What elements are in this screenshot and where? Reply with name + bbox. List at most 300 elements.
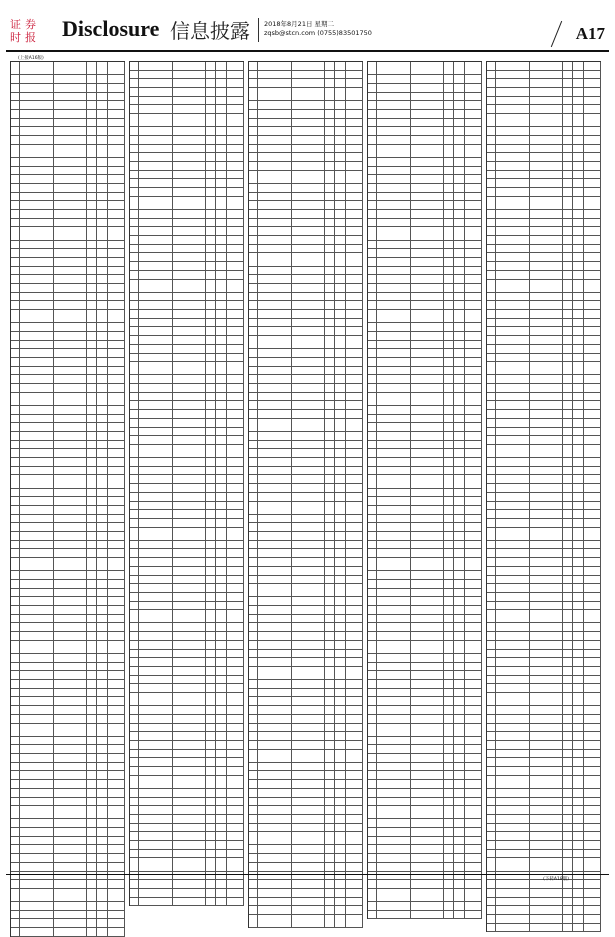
table-cell bbox=[292, 171, 326, 183]
table-cell bbox=[530, 219, 564, 227]
table-cell bbox=[346, 245, 363, 253]
table-cell bbox=[130, 602, 139, 610]
table-cell bbox=[487, 541, 496, 549]
table-cell bbox=[258, 219, 292, 227]
table-cell bbox=[173, 114, 207, 126]
table-cell bbox=[530, 610, 564, 622]
table-cell bbox=[584, 915, 601, 923]
table-cell bbox=[584, 767, 601, 775]
table-cell bbox=[377, 889, 411, 901]
table-cell bbox=[206, 162, 216, 170]
table-cell bbox=[258, 667, 292, 679]
table-cell bbox=[258, 275, 292, 283]
table-cell bbox=[292, 310, 326, 318]
table-cell bbox=[97, 558, 108, 570]
table-cell bbox=[249, 845, 258, 853]
table-row bbox=[130, 97, 244, 106]
table-cell bbox=[454, 158, 465, 166]
table-cell bbox=[292, 845, 326, 853]
table-cell bbox=[227, 236, 244, 244]
table-cell bbox=[54, 310, 88, 322]
table-cell bbox=[411, 158, 445, 166]
table-cell bbox=[292, 741, 326, 749]
table-cell bbox=[411, 258, 445, 266]
table-cell bbox=[206, 593, 216, 601]
table-cell bbox=[563, 210, 573, 218]
table-cell bbox=[292, 732, 326, 740]
table-cell bbox=[530, 684, 564, 692]
table-cell bbox=[444, 415, 454, 423]
table-cell bbox=[454, 227, 465, 239]
table-cell bbox=[465, 497, 482, 505]
table-cell bbox=[20, 441, 54, 449]
table-cell bbox=[227, 693, 244, 705]
table-cell bbox=[368, 227, 377, 239]
table-cell bbox=[173, 419, 207, 427]
table-cell bbox=[584, 327, 601, 335]
table-cell bbox=[249, 815, 258, 823]
table-cell bbox=[206, 153, 216, 161]
table-cell bbox=[346, 532, 363, 540]
table-cell bbox=[444, 863, 454, 871]
table-cell bbox=[108, 467, 125, 475]
table-cell bbox=[465, 358, 482, 366]
table-cell bbox=[454, 889, 465, 901]
table-cell bbox=[573, 741, 584, 749]
table-cell bbox=[487, 458, 496, 466]
table-cell bbox=[335, 597, 346, 605]
table-cell bbox=[139, 319, 173, 327]
table-cell bbox=[173, 676, 207, 684]
table-cell bbox=[487, 667, 496, 675]
table-cell bbox=[249, 145, 258, 153]
table-cell bbox=[563, 105, 573, 113]
table-row bbox=[11, 880, 125, 889]
table-cell bbox=[20, 267, 54, 275]
table-cell bbox=[258, 715, 292, 723]
table-cell bbox=[444, 845, 454, 853]
table-row bbox=[11, 641, 125, 654]
table-cell bbox=[11, 267, 20, 275]
table-cell bbox=[258, 227, 292, 235]
table-cell bbox=[325, 358, 335, 366]
table-cell bbox=[227, 584, 244, 592]
table-cell bbox=[325, 275, 335, 283]
table-cell bbox=[108, 523, 125, 531]
table-cell bbox=[487, 393, 496, 401]
table-cell bbox=[368, 819, 377, 827]
table-cell bbox=[346, 253, 363, 265]
table-cell bbox=[216, 236, 227, 244]
table-cell bbox=[563, 706, 573, 714]
table-cell bbox=[530, 227, 564, 235]
table-cell bbox=[216, 632, 227, 640]
table-cell bbox=[173, 832, 207, 840]
table-cell bbox=[411, 193, 445, 201]
table-cell bbox=[573, 354, 584, 362]
table-cell bbox=[249, 906, 258, 914]
table-cell bbox=[216, 593, 227, 601]
table-cell bbox=[487, 776, 496, 788]
table-cell bbox=[584, 162, 601, 170]
table-cell bbox=[584, 549, 601, 557]
table-cell bbox=[335, 201, 346, 209]
table-cell bbox=[496, 906, 530, 914]
table-cell bbox=[530, 602, 564, 610]
table-cell bbox=[87, 606, 97, 614]
table-row bbox=[487, 327, 601, 336]
table-cell bbox=[206, 576, 216, 584]
table-cell bbox=[258, 484, 292, 492]
table-cell bbox=[130, 79, 139, 87]
table-cell bbox=[139, 219, 173, 227]
table-cell bbox=[87, 523, 97, 531]
table-cell bbox=[584, 776, 601, 788]
table-cell bbox=[487, 724, 496, 732]
table-cell bbox=[139, 71, 173, 79]
table-row bbox=[130, 301, 244, 310]
table-cell bbox=[130, 458, 139, 466]
table-cell bbox=[325, 136, 335, 144]
table-cell bbox=[20, 523, 54, 531]
table-row bbox=[368, 763, 482, 772]
table-cell bbox=[454, 863, 465, 871]
table-cell bbox=[368, 697, 377, 705]
table-cell bbox=[563, 79, 573, 87]
table-cell bbox=[454, 541, 465, 549]
table-cell bbox=[130, 262, 139, 270]
table-cell bbox=[346, 558, 363, 566]
table-cell bbox=[496, 667, 530, 675]
table-cell bbox=[249, 615, 258, 623]
table-cell bbox=[368, 249, 377, 257]
table-cell bbox=[411, 806, 445, 818]
table-cell bbox=[530, 445, 564, 457]
table-cell bbox=[325, 110, 335, 118]
table-row bbox=[487, 197, 601, 210]
table-cell bbox=[227, 219, 244, 227]
table-cell bbox=[444, 323, 454, 331]
table-row bbox=[368, 641, 482, 654]
table-cell bbox=[444, 241, 454, 249]
table-cell bbox=[377, 506, 411, 514]
table-cell bbox=[444, 889, 454, 901]
table-cell bbox=[258, 145, 292, 153]
table-cell bbox=[584, 502, 601, 510]
table-row bbox=[130, 484, 244, 493]
table-cell bbox=[20, 358, 54, 366]
table-cell bbox=[454, 911, 465, 919]
table-cell bbox=[139, 253, 173, 261]
table-cell bbox=[258, 493, 292, 501]
table-row bbox=[130, 88, 244, 97]
table-cell bbox=[11, 127, 20, 135]
table-cell bbox=[346, 898, 363, 906]
table-row bbox=[368, 62, 482, 75]
table-cell bbox=[97, 597, 108, 605]
table-cell bbox=[292, 441, 326, 449]
table-row bbox=[130, 271, 244, 280]
table-cell bbox=[206, 114, 216, 126]
table-row bbox=[130, 576, 244, 585]
table-cell bbox=[87, 175, 97, 183]
table-cell bbox=[496, 97, 530, 105]
table-cell bbox=[20, 275, 54, 283]
table-cell bbox=[87, 697, 97, 705]
table-cell bbox=[173, 776, 207, 788]
table-cell bbox=[496, 71, 530, 79]
table-cell bbox=[258, 384, 292, 392]
table-cell bbox=[249, 915, 258, 927]
table-cell bbox=[465, 837, 482, 845]
table-row bbox=[11, 506, 125, 515]
table-cell bbox=[227, 293, 244, 301]
table-cell bbox=[258, 419, 292, 431]
table-cell bbox=[377, 541, 411, 549]
table-cell bbox=[377, 475, 411, 487]
table-cell bbox=[54, 358, 88, 366]
table-cell bbox=[20, 193, 54, 201]
table-cell bbox=[325, 597, 335, 605]
table-cell bbox=[573, 758, 584, 766]
table-cell bbox=[377, 201, 411, 209]
table-cell bbox=[173, 127, 207, 135]
table-cell bbox=[325, 79, 335, 87]
table-cell bbox=[496, 924, 530, 932]
table-cell bbox=[292, 658, 326, 666]
table-cell bbox=[335, 349, 346, 357]
table-cell bbox=[411, 110, 445, 118]
table-cell bbox=[584, 815, 601, 823]
table-row bbox=[11, 110, 125, 119]
table-cell bbox=[465, 349, 482, 357]
table-cell bbox=[325, 915, 335, 927]
table-cell bbox=[108, 219, 125, 227]
table-cell bbox=[573, 362, 584, 374]
table-cell bbox=[496, 824, 530, 832]
table-cell bbox=[139, 362, 173, 374]
table-row bbox=[249, 458, 363, 467]
table-cell bbox=[563, 667, 573, 675]
table-cell bbox=[258, 367, 292, 375]
table-cell bbox=[206, 345, 216, 353]
table-cell bbox=[530, 336, 564, 344]
table-cell bbox=[346, 336, 363, 348]
table-cell bbox=[563, 858, 573, 870]
table-cell bbox=[444, 406, 454, 414]
table-row bbox=[487, 428, 601, 437]
table-cell bbox=[377, 911, 411, 919]
table-cell bbox=[454, 358, 465, 366]
table-cell bbox=[108, 837, 125, 845]
table-cell bbox=[325, 410, 335, 418]
table-cell bbox=[496, 549, 530, 557]
table-cell bbox=[563, 384, 573, 392]
table-cell bbox=[487, 798, 496, 806]
table-cell bbox=[454, 497, 465, 505]
table-row bbox=[487, 684, 601, 693]
table-cell bbox=[487, 767, 496, 775]
table-cell bbox=[139, 741, 173, 749]
table-cell bbox=[97, 323, 108, 331]
table-cell bbox=[444, 549, 454, 557]
table-cell bbox=[206, 271, 216, 279]
table-cell bbox=[335, 119, 346, 127]
table-cell bbox=[54, 258, 88, 266]
table-row bbox=[249, 680, 363, 689]
table-cell bbox=[411, 145, 445, 157]
table-cell bbox=[97, 663, 108, 671]
table-cell bbox=[139, 484, 173, 492]
table-cell bbox=[87, 737, 97, 745]
table-row bbox=[487, 915, 601, 924]
table-cell bbox=[11, 798, 20, 806]
table-cell bbox=[206, 610, 216, 622]
table-cell bbox=[465, 549, 482, 557]
table-cell bbox=[563, 889, 573, 897]
table-cell bbox=[216, 301, 227, 309]
table-cell bbox=[563, 502, 573, 510]
table-cell bbox=[325, 706, 335, 714]
table-cell bbox=[216, 623, 227, 631]
table-cell bbox=[97, 724, 108, 736]
table-cell bbox=[87, 301, 97, 309]
table-row bbox=[368, 706, 482, 715]
table-cell bbox=[573, 114, 584, 126]
table-cell bbox=[487, 898, 496, 906]
table-row bbox=[487, 71, 601, 80]
table-cell bbox=[325, 689, 335, 697]
table-cell bbox=[377, 532, 411, 540]
table-cell bbox=[249, 484, 258, 492]
table-cell bbox=[377, 715, 411, 723]
table-row bbox=[249, 889, 363, 898]
table-cell bbox=[227, 419, 244, 427]
table-cell bbox=[573, 724, 584, 732]
table-cell bbox=[346, 623, 363, 631]
table-cell bbox=[249, 889, 258, 897]
table-cell bbox=[454, 341, 465, 349]
table-cell bbox=[496, 632, 530, 640]
table-cell bbox=[573, 127, 584, 135]
table-row bbox=[368, 101, 482, 110]
table-cell bbox=[368, 210, 377, 218]
table-cell bbox=[335, 493, 346, 501]
table-cell bbox=[54, 745, 88, 753]
table-row bbox=[487, 345, 601, 354]
table-cell bbox=[216, 715, 227, 723]
table-cell bbox=[54, 84, 88, 92]
table-cell bbox=[563, 88, 573, 96]
table-cell bbox=[20, 854, 54, 862]
table-cell bbox=[465, 284, 482, 292]
table-cell bbox=[377, 623, 411, 631]
table-cell bbox=[411, 671, 445, 679]
table-cell bbox=[444, 606, 454, 614]
masthead-divider bbox=[258, 18, 259, 42]
table-cell bbox=[377, 127, 411, 135]
table-cell bbox=[216, 584, 227, 592]
table-cell bbox=[227, 510, 244, 518]
table-cell bbox=[173, 502, 207, 510]
table-cell bbox=[11, 75, 20, 83]
table-row bbox=[130, 428, 244, 437]
table-cell bbox=[139, 850, 173, 858]
table-cell bbox=[454, 763, 465, 771]
table-row bbox=[11, 415, 125, 424]
table-cell bbox=[368, 532, 377, 540]
table-cell bbox=[206, 253, 216, 261]
table-cell bbox=[377, 632, 411, 640]
table-cell bbox=[249, 523, 258, 531]
table-cell bbox=[227, 253, 244, 261]
table-row bbox=[11, 872, 125, 881]
table-cell bbox=[249, 119, 258, 127]
table-cell bbox=[487, 850, 496, 858]
table-cell bbox=[335, 127, 346, 135]
table-cell bbox=[335, 667, 346, 679]
table-cell bbox=[454, 671, 465, 679]
table-row bbox=[249, 101, 363, 110]
table-cell bbox=[249, 236, 258, 244]
table-cell bbox=[139, 724, 173, 732]
table-cell bbox=[465, 632, 482, 640]
table-cell bbox=[249, 584, 258, 596]
table-cell bbox=[227, 898, 244, 906]
table-cell bbox=[377, 358, 411, 366]
table-cell bbox=[335, 267, 346, 275]
table-row bbox=[487, 171, 601, 180]
table-cell bbox=[227, 354, 244, 362]
table-cell bbox=[130, 354, 139, 362]
table-cell bbox=[325, 854, 335, 862]
table-cell bbox=[346, 275, 363, 283]
table-row bbox=[130, 354, 244, 363]
table-cell bbox=[87, 632, 97, 640]
table-cell bbox=[206, 62, 216, 70]
table-cell bbox=[206, 650, 216, 658]
table-cell bbox=[292, 889, 326, 897]
table-cell bbox=[584, 806, 601, 814]
table-cell bbox=[108, 715, 125, 723]
table-cell bbox=[249, 79, 258, 87]
table-cell bbox=[346, 567, 363, 575]
table-cell bbox=[20, 724, 54, 736]
table-cell bbox=[573, 776, 584, 788]
table-row bbox=[249, 493, 363, 502]
table-cell bbox=[20, 671, 54, 679]
table-cell bbox=[173, 97, 207, 105]
table-row bbox=[487, 458, 601, 467]
table-cell bbox=[206, 724, 216, 732]
table-cell bbox=[11, 754, 20, 762]
table-cell bbox=[454, 267, 465, 275]
table-cell bbox=[54, 241, 88, 249]
table-cell bbox=[563, 271, 573, 279]
table-cell bbox=[130, 188, 139, 196]
table-cell bbox=[563, 806, 573, 814]
table-cell bbox=[258, 410, 292, 418]
table-cell bbox=[346, 419, 363, 431]
table-row bbox=[249, 597, 363, 606]
table-cell bbox=[444, 489, 454, 497]
table-cell bbox=[206, 384, 216, 392]
table-row bbox=[11, 145, 125, 158]
table-cell bbox=[258, 798, 292, 806]
table-cell bbox=[206, 467, 216, 475]
table-row bbox=[368, 127, 482, 136]
table-cell bbox=[20, 763, 54, 771]
